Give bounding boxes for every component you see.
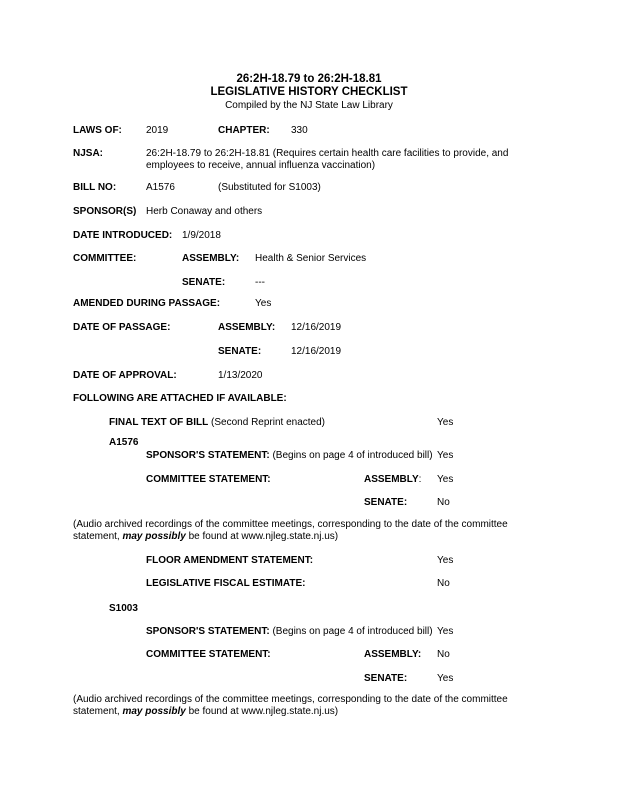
passage-assembly-value: 12/16/2019 — [291, 322, 342, 333]
a1576-assembly-value: Yes — [437, 474, 454, 485]
a1576-audio-emphasis: may possibly — [122, 531, 186, 542]
date-introduced-value: 1/9/2018 — [182, 230, 221, 241]
s1003-senate-label: SENATE: — [364, 673, 408, 684]
a1576-audio-pre: statement, — [73, 531, 123, 542]
final-text-label: FINAL TEXT OF BILL — [109, 417, 209, 428]
passage-senate-value: 12/16/2019 — [291, 346, 342, 357]
committee-label: COMMITTEE: — [73, 253, 137, 264]
a1576-audio-line-2 — [73, 531, 338, 543]
floor-amendment-value: Yes — [437, 555, 454, 566]
a1576-sponsor-note: (Begins on page 4 of introduced bill) — [269, 450, 433, 461]
passage-assembly-label: ASSEMBLY: — [218, 322, 276, 333]
a1576-heading: A1576 — [109, 437, 139, 448]
njsa-label: NJSA: — [73, 148, 104, 159]
laws-of-value: 2019 — [146, 125, 169, 136]
following-heading: FOLLOWING ARE ATTACHED IF AVAILABLE: — [73, 393, 287, 404]
s1003-audio-pre: statement, — [73, 706, 123, 717]
sponsor-value: Herb Conaway and others — [146, 206, 263, 217]
bill-substituted-note: (Substituted for S1003) — [218, 182, 321, 193]
s1003-sponsor-label: SPONSOR'S STATEMENT: — [146, 626, 270, 637]
a1576-senate-label: SENATE: — [364, 497, 408, 508]
s1003-assembly-value: No — [437, 649, 450, 660]
fiscal-estimate-value: No — [437, 578, 450, 589]
s1003-audio-line-1: (Audio archived recordings of the committee meetings, corresponding to the date of the committee — [73, 694, 508, 705]
fiscal-estimate-label: LEGISLATIVE FISCAL ESTIMATE: — [146, 578, 306, 589]
s1003-audio-line-2 — [73, 706, 338, 718]
bill-no-label: BILL NO: — [73, 182, 117, 193]
a1576-sponsor-statement — [146, 450, 433, 462]
s1003-audio-emphasis: may possibly — [122, 706, 186, 717]
compiled-by: Compiled by the NJ State Law Library — [225, 100, 393, 111]
final-text-line — [109, 417, 325, 429]
s1003-senate-value: Yes — [437, 673, 454, 684]
s1003-committee-label: COMMITTEE STATEMENT: — [146, 649, 271, 660]
date-introduced-label: DATE INTRODUCED: — [73, 230, 173, 241]
s1003-heading: S1003 — [109, 603, 138, 614]
a1576-committee-label: COMMITTEE STATEMENT: — [146, 474, 271, 485]
amended-label: AMENDED DURING PASSAGE: — [73, 298, 221, 309]
njsa-line-1: 26:2H-18.79 to 26:2H-18.81 (Requires certain health care facilities to provide, and — [146, 148, 509, 159]
a1576-senate-value: No — [437, 497, 450, 508]
sponsor-label: SPONSOR(S) — [73, 206, 137, 217]
amended-value: Yes — [255, 298, 272, 309]
a1576-sponsor-value: Yes — [437, 450, 454, 461]
a1576-assembly-colon: : — [418, 474, 422, 485]
passage-label: DATE OF PASSAGE: — [73, 322, 171, 333]
a1576-audio-line-1: (Audio archived recordings of the committee meetings, corresponding to the date of the committee — [73, 519, 508, 530]
document-title: 26:2H-18.79 to 26:2H-18.81 — [236, 73, 382, 85]
committee-assembly-value: Health & Senior Services — [255, 253, 367, 264]
passage-senate-label: SENATE: — [218, 346, 262, 357]
laws-of-label: LAWS OF: — [73, 125, 122, 136]
approval-label: DATE OF APPROVAL: — [73, 370, 177, 381]
chapter-value: 330 — [291, 125, 308, 136]
committee-assembly-label: ASSEMBLY: — [182, 253, 240, 264]
a1576-sponsor-label: SPONSOR'S STATEMENT: — [146, 450, 270, 461]
a1576-assembly-line — [364, 474, 421, 486]
committee-senate-value: --- — [255, 277, 265, 288]
s1003-sponsor-statement — [146, 626, 433, 638]
document-subtitle: LEGISLATIVE HISTORY CHECKLIST — [210, 86, 408, 98]
a1576-audio-post: be found at www.njleg.state.nj.us) — [185, 531, 339, 542]
bill-no-value: A1576 — [146, 182, 175, 193]
s1003-audio-post: be found at www.njleg.state.nj.us) — [185, 706, 339, 717]
committee-senate-label: SENATE: — [182, 277, 226, 288]
chapter-label: CHAPTER: — [218, 125, 270, 136]
floor-amendment-label: FLOOR AMENDMENT STATEMENT: — [146, 555, 314, 566]
a1576-assembly-label: ASSEMBLY — [364, 474, 419, 485]
njsa-line-2: employees to receive, annual influenza vaccination) — [146, 160, 376, 171]
approval-value: 1/13/2020 — [218, 370, 263, 381]
s1003-sponsor-note: (Begins on page 4 of introduced bill) — [269, 626, 433, 637]
final-text-value: Yes — [437, 417, 454, 428]
s1003-assembly-label: ASSEMBLY: — [364, 649, 422, 660]
s1003-sponsor-value: Yes — [437, 626, 454, 637]
final-text-note: (Second Reprint enacted) — [208, 417, 325, 428]
